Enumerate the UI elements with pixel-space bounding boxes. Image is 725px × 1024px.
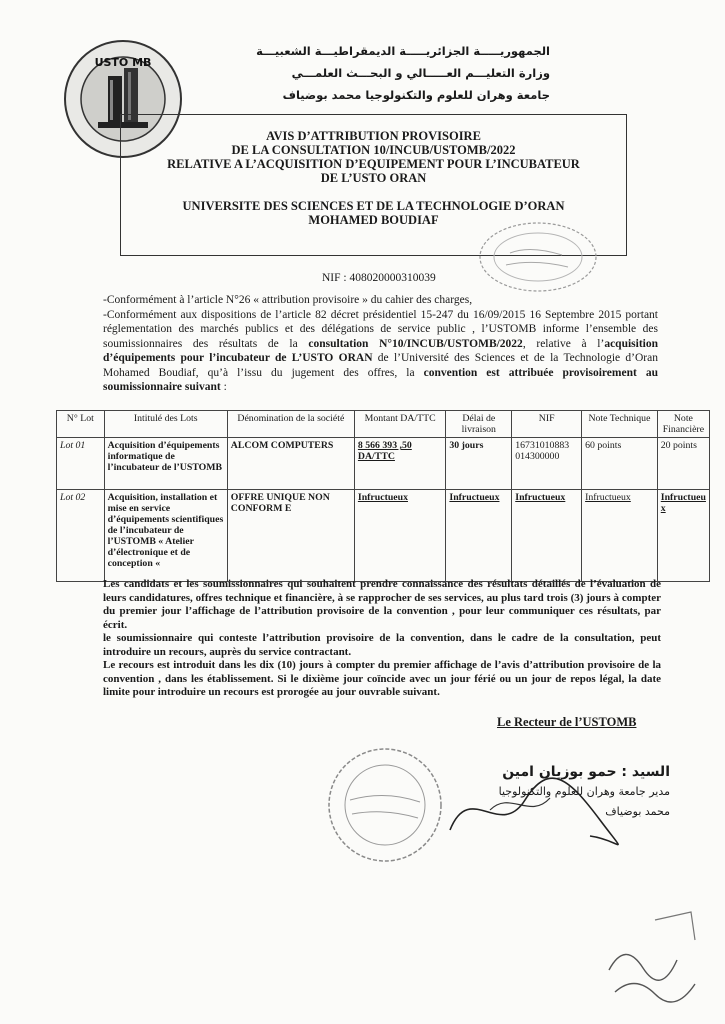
table-row <box>57 490 710 582</box>
header-line-university: جامعة وهران للعلوم والتكنولوجيا محمد بوضياف <box>282 88 550 102</box>
table-row <box>57 438 710 490</box>
signer-title: Le Recteur de l’USTOMB <box>497 715 637 729</box>
cell-delai: Infructueux <box>446 490 512 582</box>
title-line-4: DE L’USTO ORAN <box>320 171 427 185</box>
col-header-societe: Dénomination de la société <box>227 411 354 438</box>
col-header-montant: Montant DA/TTC <box>354 411 445 438</box>
corner-handwriting-icon <box>595 900 705 1005</box>
col-header-nif: NIF <box>512 411 582 438</box>
header-line-ministry: وزارة التعليـــم العـــــالي و البحـــث العلمـــي <box>291 66 550 80</box>
university-name-line-1: UNIVERSITE DES SCIENCES ET DE LA TECHNOLOGIE D’ORAN <box>182 199 565 213</box>
intro-article-82 <box>103 308 658 395</box>
col-header-intitule: Intitulé des Lots <box>104 411 227 438</box>
cell-intitule: Acquisition d’équipements informatique de l’incubateur de l’USTOMB <box>104 438 227 490</box>
intro-text-a: -Conformément aux dispositions de l’article 82 décret présidentiel 15-247 du 16/09/2015 16 Septembre 2015 portant réglementation des marchés publics et des délégations de service public , l’USTOMB informe l’ensemble des soumissionnaires des résultats de la <box>103 308 658 350</box>
appeal-paragraphs <box>103 578 661 700</box>
lots-table <box>56 410 710 582</box>
seal-label: USTO MB <box>94 56 152 69</box>
signatory-name: السيد : حمو بوزيان امين <box>502 764 670 780</box>
cell-note-technique: 60 points <box>582 438 658 490</box>
cell-lot: Lot 02 <box>57 490 105 582</box>
intro-text-c: , relative à l’ <box>522 337 605 350</box>
header-line-republic: الجمهوريـــــة الجزائريـــــة الديمقراطيـــة الشعبيـــة <box>256 44 550 58</box>
intro-paragraphs <box>103 293 658 395</box>
signatory-institution: محمد بوضياف <box>605 805 670 818</box>
intro-text-e: de l’Université des Sciences et de la Technologie d’Oran Mohamed Boudiaf, qu’à l’issu du jugement des offres, la <box>103 352 658 379</box>
paragraph-contest: le soumissionnaire qui conteste l’attribution provisoire de la convention, dans le cadre de la consultation, peut introduire un recours, auprès du service contractant. <box>103 632 661 658</box>
col-header-note-technique: Note Technique <box>582 411 658 438</box>
paragraph-appeal-deadline: Le recours est introduit dans les dix (10) jours à compter du premier affichage de l’avis d’attribution provisoire de la convention , dans les établissement. Si le dixième jour coïncide avec un jour férié ou un jour de repos légal, la date limite pour introduire un recours est prorogée au jour ouvrable suivant. <box>103 659 661 698</box>
consultation-ref: consultation N°10/INCUB/USTOMB/2022 <box>308 337 523 350</box>
title-line-3: RELATIVE A L’ACQUISITION D’EQUIPEMENT POUR L’INCUBATEUR <box>167 157 580 171</box>
cell-intitule: Acquisition, installation et mise en service d’équipements scientifiques de l’incubateur de l’USTOMB « Atelier d’électronique et de conception « <box>104 490 227 582</box>
cell-delai: 30 jours <box>446 438 512 490</box>
signatory-role: مدير جامعة وهران للعلوم والتكنولوجيا <box>498 785 670 798</box>
intro-colon: : <box>220 381 227 393</box>
paragraph-results-access: Les candidats et les soumissionnaires qui souhaitent prendre connaissance des résultats détaillés de l’évaluation de leurs candidatures, offres technique et financière, à se rapprocher de ses services, au plus tard trois (3) jours à compter du premier jour l’affichage de l’attribution provisoire de la convention , pour leur communiquer ces résultats, par écrit. <box>103 578 661 631</box>
intro-article-26: -Conformément à l’article N°26 « attribution provisoire » du cahier des charges, <box>103 294 473 306</box>
table-header-row <box>57 411 710 438</box>
attribution-statement: convention est attribuée provisoirement au soumissionnaire suivant <box>103 366 658 393</box>
col-header-lot: N° Lot <box>57 411 105 438</box>
nif-line: NIF : 408020000310039 <box>322 272 436 284</box>
cell-nif: Infructueux <box>512 490 582 582</box>
col-header-note-financiere: Note Financière <box>657 411 709 438</box>
title-line-2: DE LA CONSULTATION 10/INCUB/USTOMB/2022 <box>231 143 516 157</box>
col-header-delai: Délai de livraison <box>446 411 512 438</box>
arabic-header <box>230 40 550 106</box>
cell-nif: 16731010883 014300000 <box>512 438 582 490</box>
handwritten-signature-icon <box>430 770 630 850</box>
cell-montant: Infructueux <box>354 490 445 582</box>
cell-lot: Lot 01 <box>57 438 105 490</box>
cell-societe: ALCOM COMPUTERS <box>227 438 354 490</box>
title-line-1: AVIS D’ATTRIBUTION PROVISOIRE <box>266 129 481 143</box>
cell-note-financiere: Infructueu x <box>657 490 709 582</box>
university-name-line-2: MOHAMED BOUDIAF <box>308 213 439 227</box>
round-stamp-icon <box>470 215 600 295</box>
cell-montant: 8 566 393 ,50 DA/TTC <box>354 438 445 490</box>
cell-note-financiere: 20 points <box>657 438 709 490</box>
cell-societe: OFFRE UNIQUE NON CONFORM E <box>227 490 354 582</box>
acquisition-subject: acquisition d’équipements pour l’incubateur de L’USTO ORAN <box>103 337 658 364</box>
cell-note-technique: Infructueux <box>582 490 658 582</box>
